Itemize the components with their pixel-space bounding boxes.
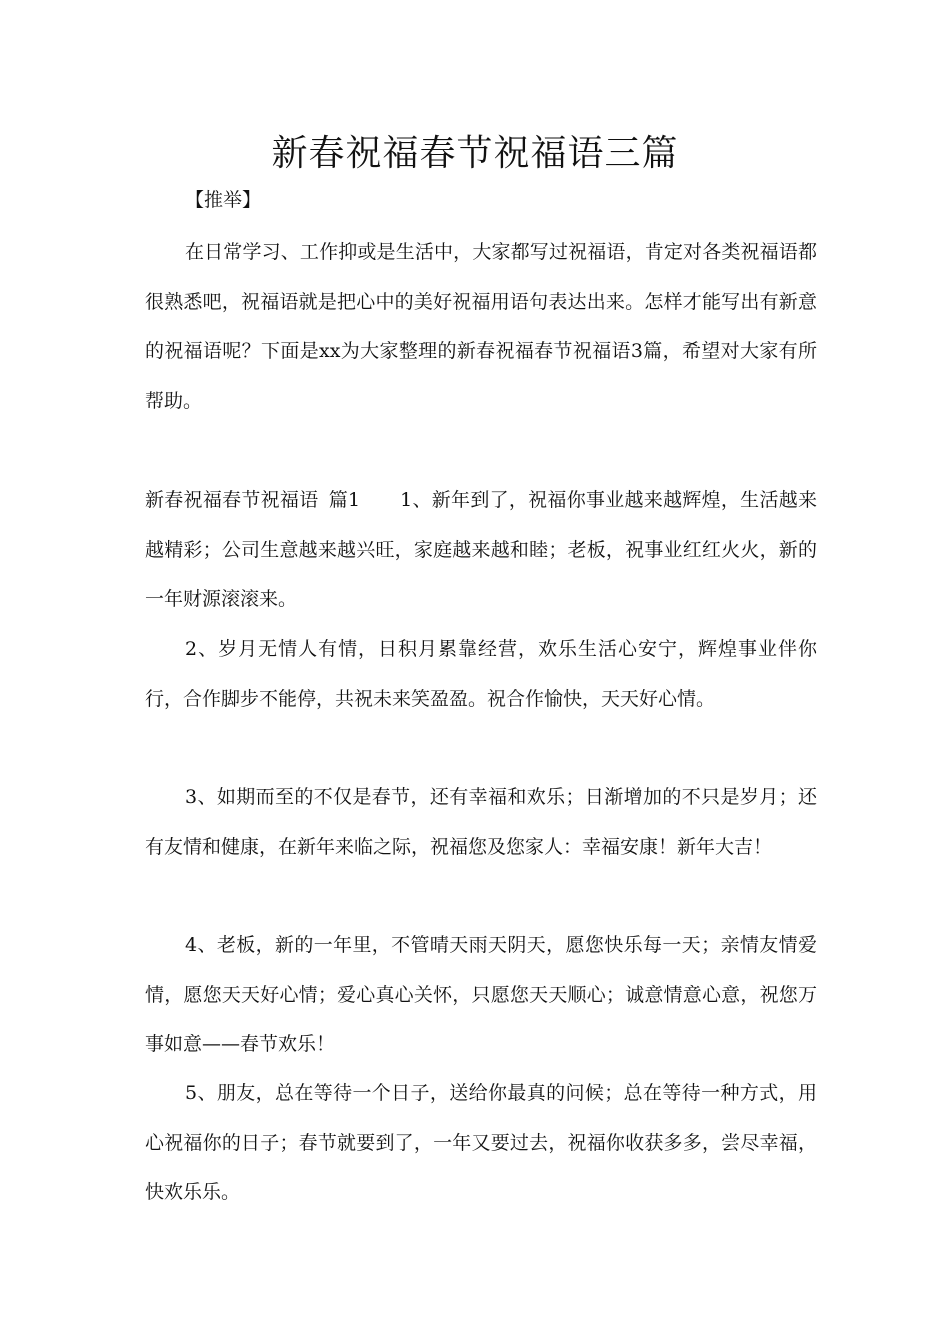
section-1-label: 篇1 (328, 489, 361, 511)
section-1-paragraph (145, 476, 817, 625)
document-title: 新春祝福春节祝福语三篇 (271, 133, 679, 174)
wish-item-2: 2、岁月无情人有情，日积月累靠经营，欢乐生活心安宁，辉煌事业伴你行，合作脚步不能停，共祝未来笑盈盈。祝合作愉快，天天好心情。 (145, 638, 817, 710)
recommend-tag: 【推举】 (185, 189, 262, 211)
intro-paragraph: 在日常学习、工作抑或是生活中，大家都写过祝福语，肯定对各类祝福语都很熟悉吧，祝福语就是把心中的美好祝福用语句表达出来。怎样才能写出有新意的祝福语呢？下面是xx为大家整理的新春祝福春节祝福语3篇，希望对大家有所帮助。 (145, 241, 817, 412)
wish-item-5: 5、朋友，总在等待一个日子，送给你最真的问候；总在等待一种方式，用心祝福你的日子；春节就要到了，一年又要过去，祝福你收获多多，尝尽幸福，快欢乐乐。 (145, 1082, 817, 1203)
wish-item-4: 4、老板，新的一年里，不管晴天雨天阴天，愿您快乐每一天；亲情友情爱情，愿您天天好心情；爱心真心关怀，只愿您天天顺心；诚意情意心意，祝您万事如意——春节欢乐！ (145, 934, 817, 1055)
wish-item-1: 1、新年到了，祝福你事业越来越辉煌，生活越来越精彩；公司生意越来越兴旺，家庭越来越和睦；老板，祝事业红红火火，新的一年财源滚滚来。 (145, 489, 817, 610)
section-1-heading: 新春祝福春节祝福语 (145, 489, 319, 511)
wish-item-3: 3、如期而至的不仅是春节，还有幸福和欢乐；日渐增加的不只是岁月；还有友情和健康，在新年来临之际，祝福您及您家人：幸福安康！新年大吉！ (145, 786, 817, 858)
